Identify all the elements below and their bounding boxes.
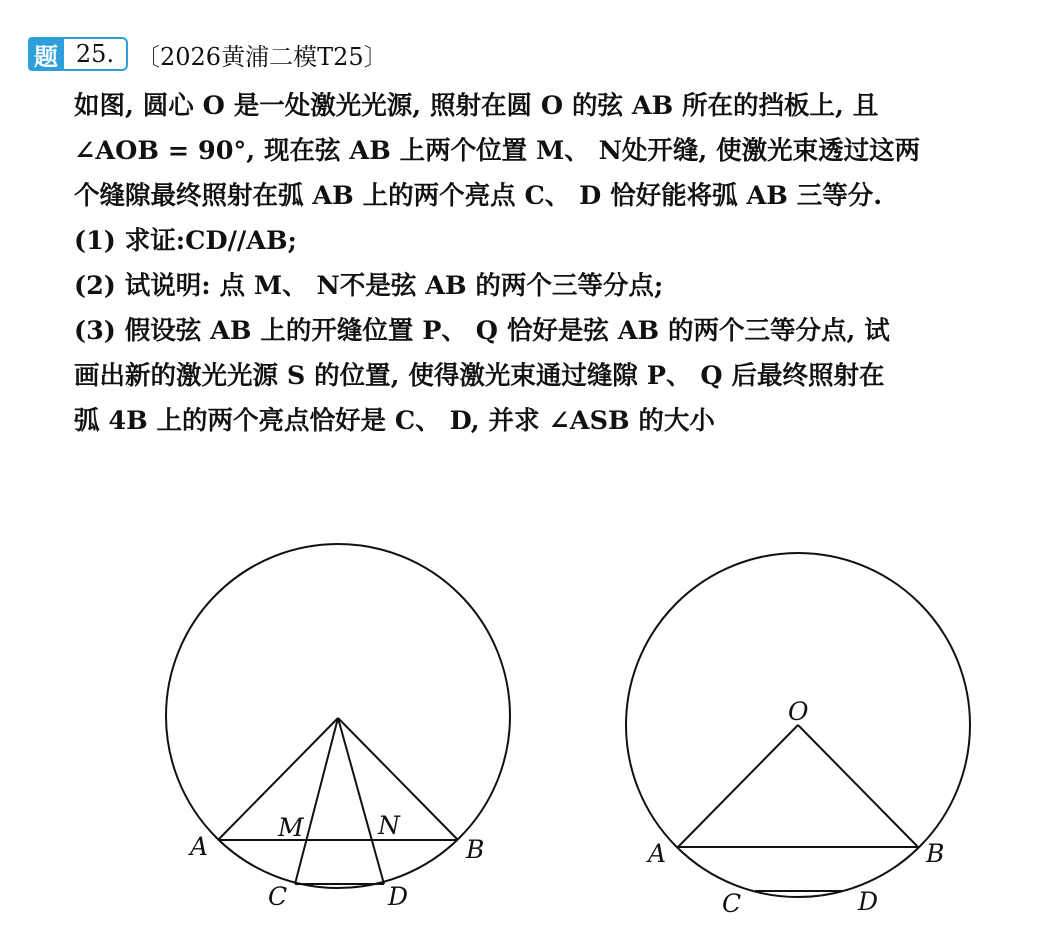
question-2: (2) 试说明: 点 M、 N不是弦 AB 的两个三等分点; — [74, 271, 664, 301]
question-3-cont: 弧 4B 上的两个亮点恰好是 C、 D, 并求 ∠ASB 的大小 — [74, 406, 715, 436]
problem-source: 〔2026黄浦二模T25〕 — [136, 42, 388, 71]
statement-line: ∠AOB = 90°, 现在弦 AB 上两个位置 M、 N处开缝, 使激光束透过这两 — [74, 136, 921, 166]
figure1-ray-od — [338, 718, 384, 884]
figure1-ray-oc — [295, 718, 338, 884]
question-1: (1) 求证:CD//AB; — [74, 226, 297, 256]
figure2-radius-oa — [678, 725, 798, 847]
problem-number: 25. — [64, 37, 128, 71]
statement-line: 如图, 圆心 O 是一处激光光源, 照射在圆 O 的弦 AB 所在的挡板上, 且 — [74, 91, 879, 121]
figure1-label-a: A — [190, 832, 209, 861]
figure2-label-a: A — [648, 839, 667, 868]
question-3: (3) 假设弦 AB 上的开缝位置 P、 Q 恰好是弦 AB 的两个三等分点, 试 — [74, 316, 890, 346]
question-3-cont: 画出新的激光光源 S 的位置, 使得激光束通过缝隙 P、 Q 后最终照射在 — [74, 361, 885, 391]
figure1-label-b: B — [466, 835, 485, 864]
figure1-circle — [166, 544, 510, 888]
figure2-radius-ob — [798, 725, 918, 847]
figure2-label-c: C — [722, 889, 742, 918]
figure2-label-o: O — [788, 697, 809, 726]
figure1-label-c: C — [268, 882, 288, 911]
figure-1 — [166, 544, 510, 888]
figure1-label-m: M — [278, 813, 304, 842]
problem-badge-icon: 题 — [28, 37, 64, 71]
statement-line: 个缝隙最终照射在弧 AB 上的两个亮点 C、 D 恰好能将弧 AB 三等分. — [74, 181, 883, 211]
figure1-label-n: N — [378, 811, 400, 840]
figure1-label-d: D — [388, 882, 409, 911]
figure2-label-d: D — [858, 887, 879, 916]
figure2-label-b: B — [926, 839, 945, 868]
